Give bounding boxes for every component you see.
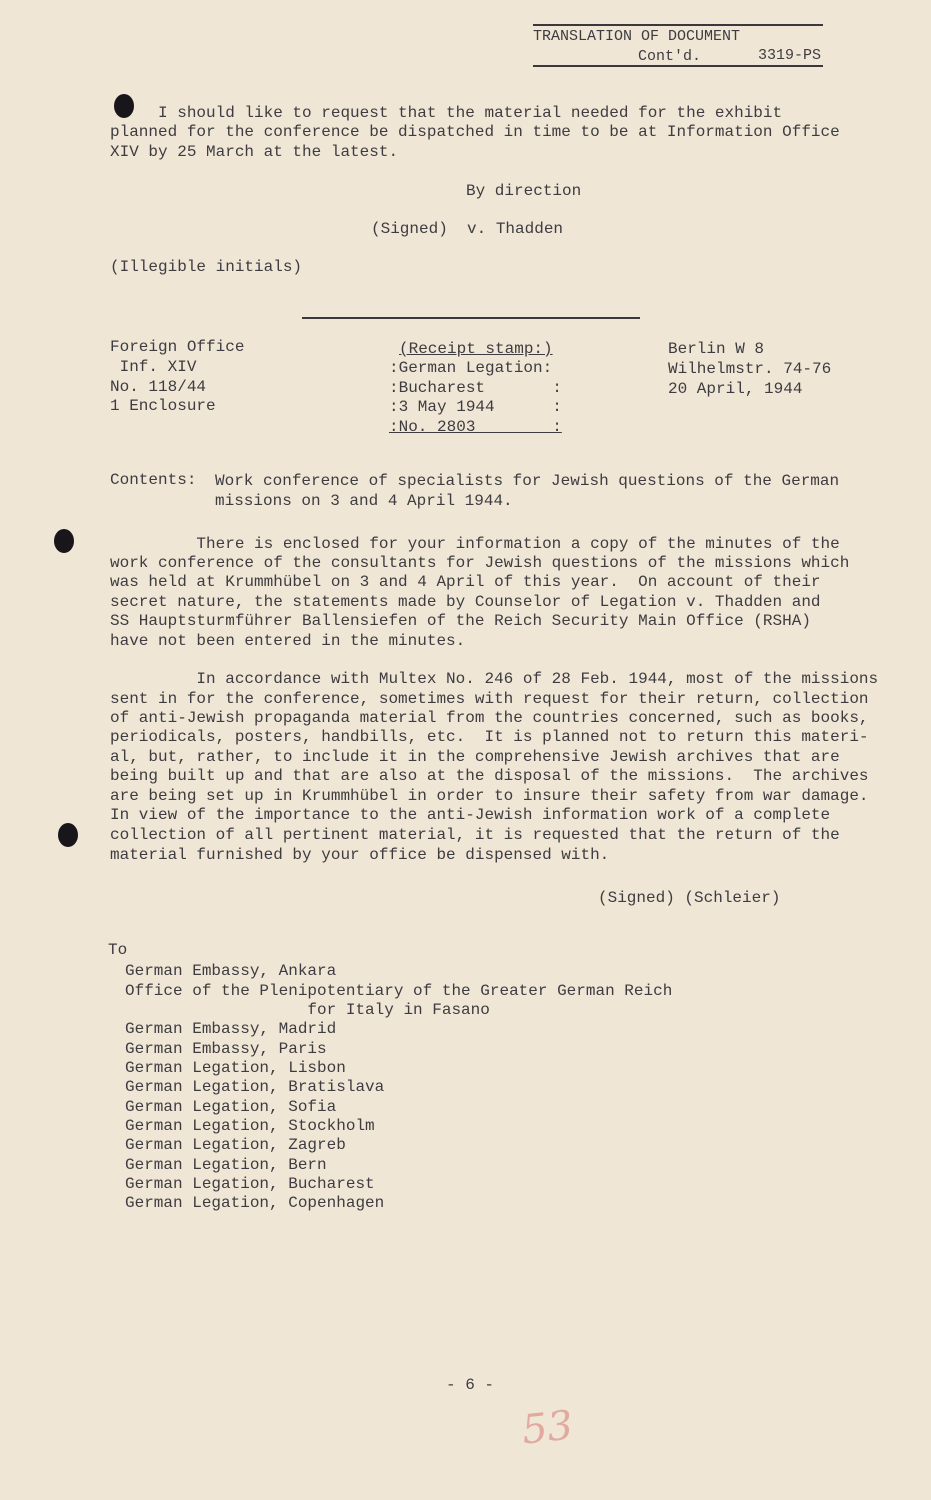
- sender-line: 1 Enclosure: [110, 397, 216, 415]
- receipt-stamp-heading: (Receipt stamp:): [399, 340, 553, 358]
- header-doc-number: 3319-PS: [758, 47, 822, 64]
- sender-line: Inf. XIV: [110, 358, 197, 376]
- by-direction: By direction: [466, 182, 582, 200]
- paragraph-2-line: al, but, rather, to include it in the comprehensive Jewish archives that are: [110, 748, 840, 766]
- illegible-initials: (Illegible initials): [110, 258, 303, 276]
- recipient: German Embassy, Ankara: [125, 962, 337, 980]
- recipient: German Embassy, Madrid: [125, 1020, 337, 1038]
- request-line: I should like to request that the material needed for the exhibit: [110, 104, 783, 122]
- page-number: - 6 -: [446, 1376, 495, 1394]
- paragraph-2-line: material furnished by your office be dispensed with.: [110, 846, 610, 864]
- recipient: German Legation, Zagreb: [125, 1136, 346, 1154]
- recipient: German Legation, Copenhagen: [125, 1194, 385, 1212]
- header-bottom-rule: [533, 65, 823, 67]
- recipient: German Legation, Sofia: [125, 1098, 337, 1116]
- recipient: German Legation, Bern: [125, 1156, 327, 1174]
- header-title: TRANSLATION OF DOCUMENT: [533, 28, 741, 45]
- address-line: Berlin W 8: [668, 340, 765, 358]
- paragraph-2-line: periodicals, posters, handbills, etc. It is planned not to return this materi-: [110, 728, 869, 746]
- address-line: 20 April, 1944: [668, 380, 803, 398]
- paragraph-1-line: secret nature, the statements made by Counselor of Legation v. Thadden and: [110, 593, 821, 611]
- address-line: Wilhelmstr. 74-76: [668, 360, 832, 378]
- request-line: XIV by 25 March at the latest.: [110, 143, 399, 161]
- recipient: German Legation, Lisbon: [125, 1059, 346, 1077]
- paragraph-1-line: was held at Krummhübel on 3 and 4 April of this year. On account of their: [110, 573, 821, 591]
- paragraph-2-line: are being set up in Krummhübel in order to insure their safety from war damage.: [110, 787, 869, 805]
- paragraph-1-line: SS Hauptsturmführer Ballensiefen of the Reich Security Main Office (RSHA): [110, 612, 811, 630]
- paragraph-1-line: work conference of the consultants for Jewish questions of the missions which: [110, 554, 850, 572]
- punch-hole: [58, 823, 78, 847]
- paragraph-2-line: sent in for the conference, sometimes with request for their return, collection: [110, 690, 869, 708]
- pencil-mark: 53: [519, 1402, 576, 1454]
- recipient: German Legation, Bratislava: [125, 1078, 385, 1096]
- sender-line: Foreign Office: [110, 338, 245, 356]
- paragraph-2-line: In view of the importance to the anti-Jewish information work of a complete: [110, 806, 831, 824]
- header-top-rule: [533, 24, 823, 26]
- paragraph-1-line: have not been entered in the minutes.: [110, 632, 466, 650]
- paragraph-2-line: collection of all pertinent material, it is requested that the return of the: [110, 826, 840, 844]
- punch-hole: [54, 529, 74, 553]
- receipt-stamp-line: :3 May 1944 :: [389, 398, 562, 416]
- sender-line: No. 118/44: [110, 378, 207, 396]
- to-label: To: [108, 941, 128, 959]
- receipt-stamp-line: :No. 2803 :: [389, 418, 562, 436]
- contents-label: Contents:: [110, 471, 197, 489]
- section-divider: [302, 317, 640, 319]
- recipient: German Legation, Bucharest: [125, 1175, 375, 1193]
- receipt-stamp-line: :German Legation:: [389, 359, 553, 377]
- recipient: German Embassy, Paris: [125, 1040, 327, 1058]
- paragraph-1-line: There is enclosed for your information a copy of the minutes of the: [110, 535, 840, 553]
- paragraph-2-line: In accordance with Multex No. 246 of 28 Feb. 1944, most of the missions: [110, 670, 879, 688]
- signed-thadden: (Signed) v. Thadden: [371, 220, 564, 238]
- contents-line: Work conference of specialists for Jewish questions of the German: [215, 472, 840, 490]
- paragraph-2-line: of anti-Jewish propaganda material from the countries concerned, such as books,: [110, 709, 869, 727]
- recipient: Office of the Plenipotentiary of the Greater German Reich: [125, 982, 673, 1000]
- header-contd: Cont'd.: [638, 48, 702, 65]
- request-line: planned for the conference be dispatched in time to be at Information Office: [110, 123, 840, 141]
- paragraph-2-line: being built up and that are also at the disposal of the missions. The archives: [110, 767, 869, 785]
- contents-line: missions on 3 and 4 April 1944.: [215, 492, 513, 510]
- recipient: for Italy in Fasano: [125, 1001, 490, 1019]
- recipient: German Legation, Stockholm: [125, 1117, 375, 1135]
- receipt-stamp-line: :Bucharest :: [389, 379, 562, 397]
- signed-schleier: (Signed) (Schleier): [598, 889, 781, 907]
